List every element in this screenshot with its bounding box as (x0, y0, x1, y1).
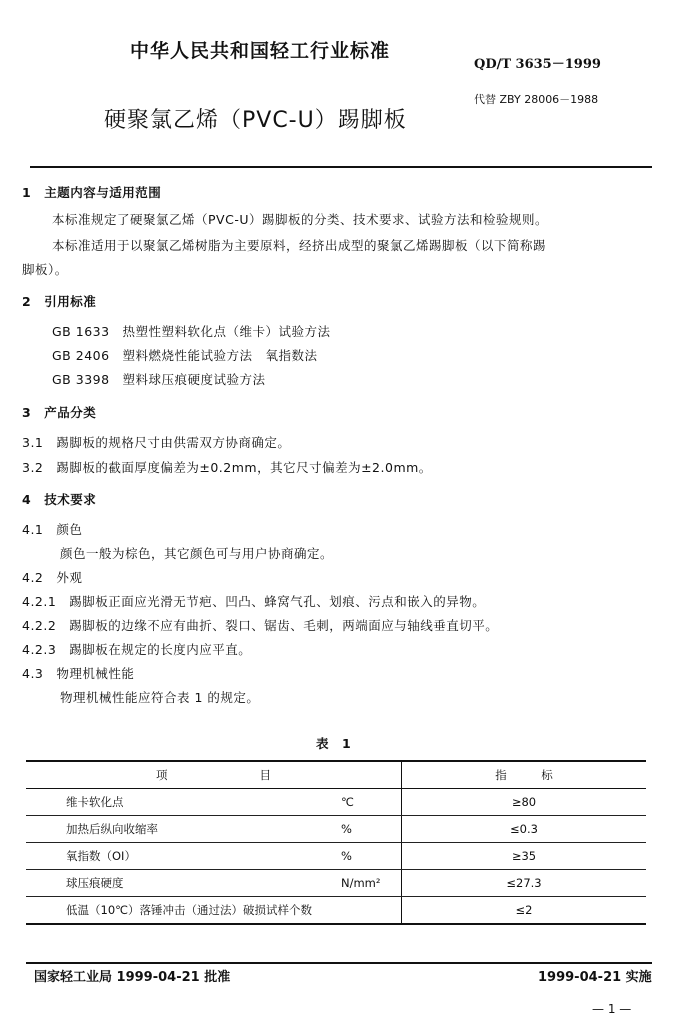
row-value: ≤27.3 (402, 870, 647, 897)
row-value: ≤0.3 (402, 816, 647, 843)
reference-item: GB 1633 热塑性塑料软化点（维卡）试验方法 (52, 324, 331, 339)
table-row (26, 843, 646, 870)
header-rule (30, 166, 652, 168)
page-number: — 1 — (592, 1002, 632, 1016)
table-row (26, 870, 646, 897)
clause-4-2-3: 4.2.3 踢脚板在规定的长度内应平直。 (22, 642, 252, 657)
row-item: 球压痕硬度 (26, 870, 341, 897)
table-row (26, 789, 646, 816)
document-title: 硬聚氯乙烯（PVC-U）踢脚板 (104, 108, 407, 133)
section-3-heading: 3 产品分类 (22, 405, 97, 420)
clause-4-2-2: 4.2.2 踢脚板的边缘不应有曲折、裂口、锯齿、毛刺，两端面应与轴线垂直切平。 (22, 618, 499, 633)
table-row (26, 816, 646, 843)
table-row (26, 897, 646, 925)
row-item: 维卡软化点 (26, 789, 341, 816)
row-value: ≥35 (402, 843, 647, 870)
approval-line: 国家轻工业局 1999-04-21 批准 (34, 970, 231, 985)
row-value: ≥80 (402, 789, 647, 816)
reference-item: GB 2406 塑料燃烧性能试验方法 氧指数法 (52, 348, 318, 363)
row-item: 加热后纵向收缩率 (26, 816, 341, 843)
row-unit: N/mm² (341, 870, 402, 897)
section-1-para-2: 本标准适用于以聚氯乙烯树脂为主要原料，经挤出成型的聚氯乙烯踢脚板（以下简称踢 (52, 238, 547, 253)
clause-4-1: 4.1 颜色 (22, 522, 83, 537)
clause-4-1-text: 颜色一般为棕色，其它颜色可与用户协商确定。 (60, 546, 334, 561)
reference-item: GB 3398 塑料球压痕硬度试验方法 (52, 372, 266, 387)
section-1-para-1: 本标准规定了硬聚氯乙烯（PVC-U）踢脚板的分类、技术要求、试验方法和检验规则。 (52, 212, 548, 227)
replaces-note: 代替 ZBY 28006－1988 (474, 93, 599, 106)
clause-4-2: 4.2 外观 (22, 570, 83, 585)
properties-table (26, 760, 646, 925)
row-value: ≤2 (402, 897, 647, 925)
column-header-item: 项 目 (26, 761, 402, 789)
issuing-body: 中华人民共和国轻工行业标准 (130, 40, 391, 62)
clause-3-1: 3.1 踢脚板的规格尺寸由供需双方协商确定。 (22, 435, 291, 450)
clause-4-3: 4.3 物理机械性能 (22, 666, 135, 681)
table-caption: 表 1 (316, 736, 352, 751)
column-header-value: 指 标 (402, 761, 647, 789)
row-item: 氧指数（OI） (26, 843, 341, 870)
footer-rule (26, 962, 652, 964)
section-4-heading: 4 技术要求 (22, 492, 97, 507)
clause-3-2: 3.2 踢脚板的截面厚度偏差为±0.2mm，其它尺寸偏差为±2.0mm。 (22, 460, 432, 475)
standard-code: QD/T 3635－1999 (474, 57, 601, 72)
row-unit: % (341, 816, 402, 843)
section-1-para-2-cont: 脚板）。 (22, 262, 68, 277)
implementation-line: 1999-04-21 实施 (538, 970, 652, 985)
section-1-heading: 1 主题内容与适用范围 (22, 185, 162, 200)
clause-4-3-text: 物理机械性能应符合表 1 的规定。 (60, 690, 260, 705)
clause-4-2-1: 4.2.1 踢脚板正面应光滑无节疤、凹凸、蜂窝气孔、划痕、污点和嵌入的异物。 (22, 594, 486, 609)
section-2-heading: 2 引用标准 (22, 294, 97, 309)
table-header-row (26, 761, 646, 789)
row-unit: % (341, 843, 402, 870)
row-item: 低温（10℃）落锤冲击（通过法）破损试样个数 (26, 897, 402, 925)
row-unit: ℃ (341, 789, 402, 816)
